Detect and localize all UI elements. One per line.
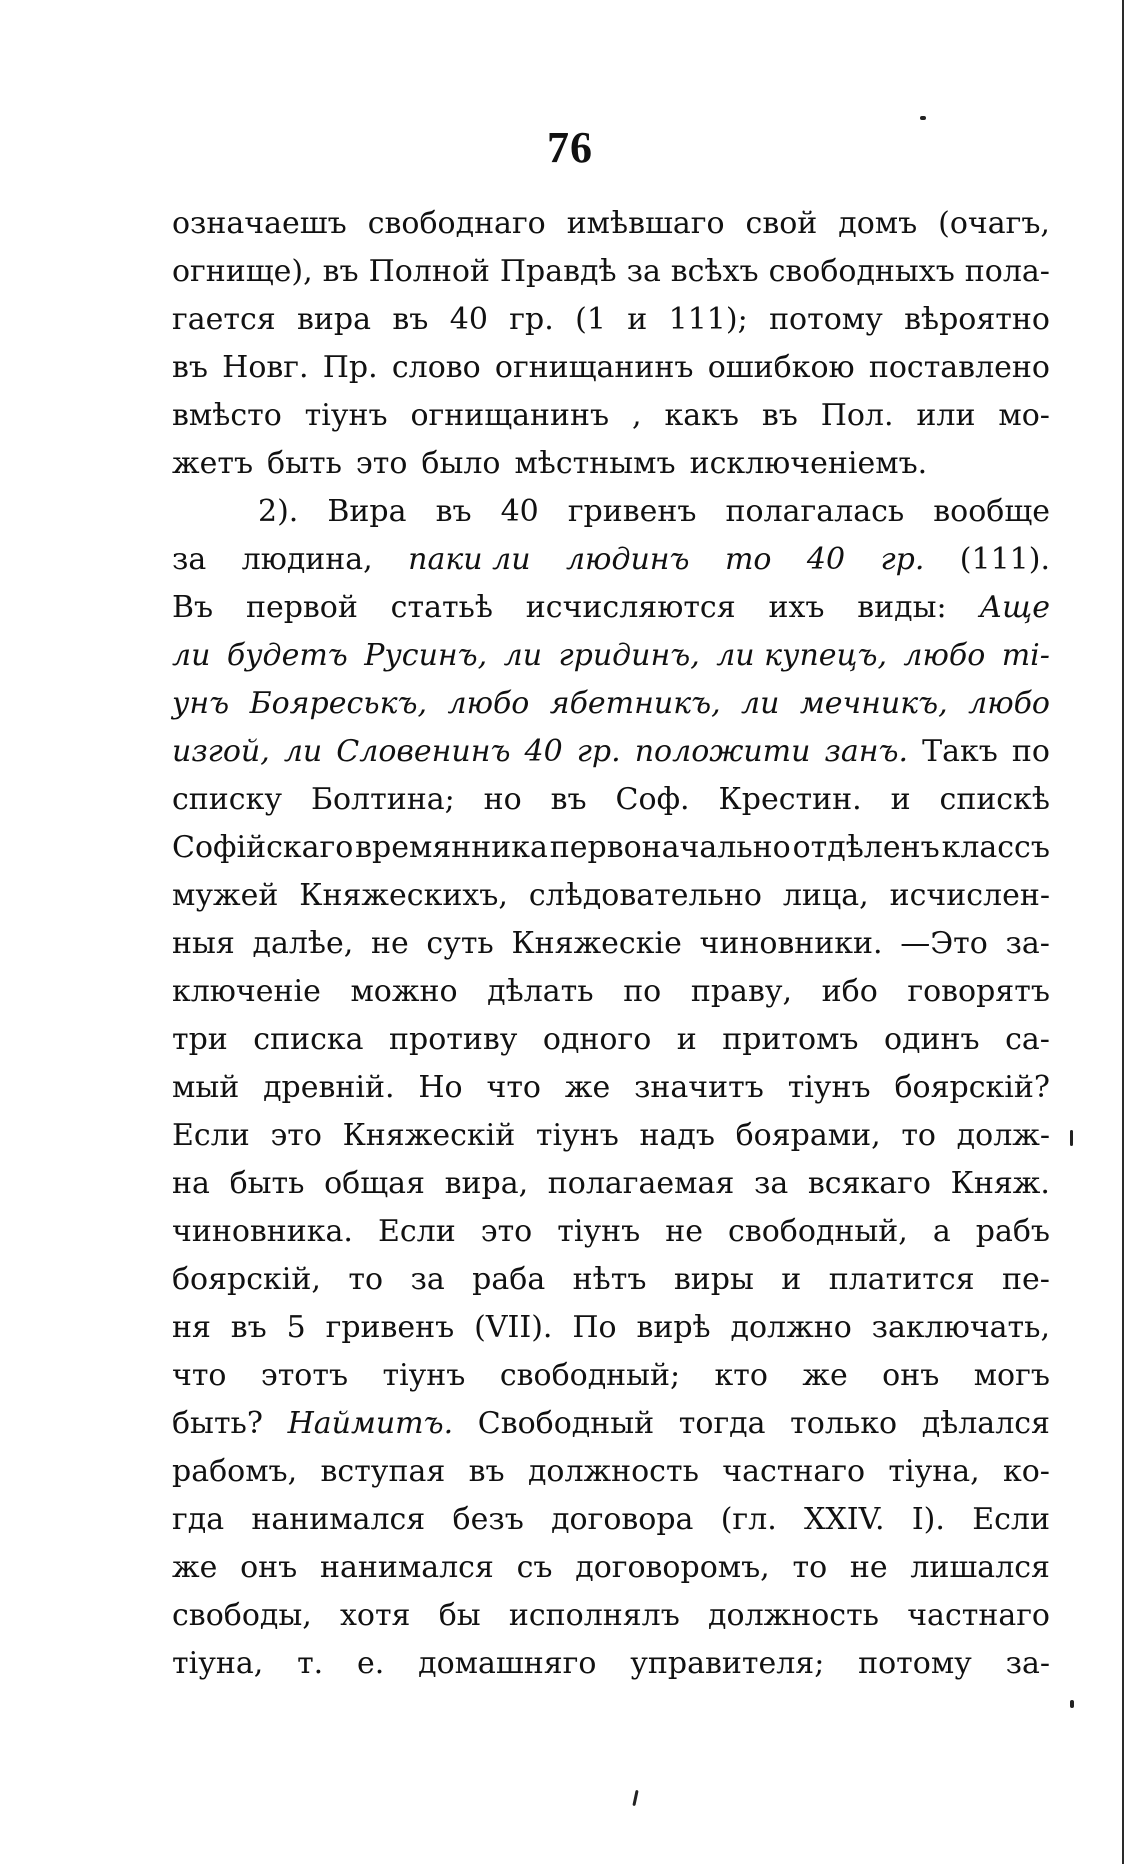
word: ошибкою [707,350,855,385]
text-line [172,200,1050,248]
word: и [781,1262,802,1297]
word: свободныхъ [768,254,955,289]
word: отдѣленъ [792,830,940,865]
ink-speck [632,1790,638,1806]
word: 40 [500,494,539,529]
text-line [172,680,1050,728]
word: Княжескихъ, [299,878,508,913]
word: и [627,302,648,337]
word: огнищанинъ [410,398,610,433]
word: По [572,1310,617,1345]
word: заключать, [871,1310,1050,1345]
word: будетъ [226,638,348,673]
word: Княж. [950,1166,1050,1201]
word: боярскій? [894,1070,1050,1105]
word: всѣхъ [670,254,759,289]
word: свободный, [728,1214,908,1249]
word: по [623,974,662,1009]
word: съ [516,1550,553,1585]
word: платится [828,1262,975,1297]
word: са- [1005,1022,1050,1057]
word: тогда [678,1406,766,1441]
word: ті- [1001,638,1050,673]
word: нѣтъ [572,1262,647,1297]
word: Если [172,1118,250,1153]
ink-speck [1070,1130,1073,1146]
word: 40 [806,542,846,577]
word: Наймитъ. [287,1406,454,1441]
word: Вира [327,494,407,529]
word: , [632,398,642,433]
word: что [172,1358,227,1393]
word: мечникъ, [799,686,948,721]
word: свободы, [172,1598,312,1633]
word: виды: [857,590,947,625]
word: ли купецъ, [716,638,888,673]
word: Софійскаго [172,830,354,865]
word: по [1011,734,1050,769]
word: за [172,542,207,577]
word: въ [322,254,359,289]
word: противу [389,1022,518,1057]
word: говорятъ [907,974,1050,1009]
word: домъ [838,206,918,241]
word: то [348,1262,384,1297]
word: только [790,1406,898,1441]
word: списка [253,1022,364,1057]
word: въ [172,350,208,385]
word: управителя; [630,1646,825,1681]
text-line [172,1160,1050,1208]
word: мо- [998,398,1050,433]
word: Словенинъ [336,734,511,769]
word: любо [447,686,530,721]
word: же [802,1358,848,1393]
text-line [172,1016,1050,1064]
text-line [172,1640,1050,1688]
word: времянника [355,830,548,865]
word: ли [283,734,323,769]
text-line [172,344,1050,392]
word: и [676,1022,697,1057]
word: быть [229,1166,305,1201]
text-line [172,488,1050,536]
word: 2). [258,494,299,529]
word: гривенъ [325,1310,455,1345]
word: поставлено [868,350,1050,385]
word: бы [438,1598,481,1633]
word: это [355,446,408,481]
word: должность [527,1454,699,1489]
word: въ [435,494,472,529]
word: Полной [368,254,490,289]
text-line [172,1544,1050,1592]
word: Если [972,1502,1050,1537]
word: тіунъ [382,1358,466,1393]
word: ня [172,1310,211,1345]
word: исполнялъ [508,1598,680,1633]
word: дѣлать [487,974,594,1009]
word: Пр. [322,350,378,385]
word: ябетникъ, [549,686,721,721]
word: вирѣ [636,1310,711,1345]
word: притомъ [722,1022,859,1057]
word: тіунъ [787,1070,871,1105]
word: это [270,1118,322,1153]
word: исключеніемъ. [689,446,928,481]
text-line [172,872,1050,920]
word: гается [172,302,276,337]
word: въ [468,1454,505,1489]
word: Новг. [222,350,309,385]
word: могъ [973,1358,1050,1393]
word: гривенъ [567,494,697,529]
word: древній. [263,1070,395,1105]
word: или [916,398,976,433]
text-line [172,920,1050,968]
text-line [172,248,1050,296]
word: но [483,782,522,817]
word: огнище), [172,254,313,289]
word: въ [761,398,798,433]
text-line [172,1400,1050,1448]
word: слѣдовательно [528,878,762,913]
word: вѣроятно [904,302,1050,337]
word: хотя [339,1598,411,1633]
word: въ [392,302,429,337]
word: —Это [900,926,988,961]
word: Свободный [477,1406,655,1441]
word: ли [503,638,543,673]
text-line [172,632,1050,680]
word: 40 [449,302,488,337]
word: за- [1005,926,1050,961]
word: гр. [880,542,925,577]
word: Въ [172,590,214,625]
word: быть? [172,1406,263,1441]
word: (гл. [720,1502,777,1537]
word: должность [708,1598,880,1633]
word: спискѣ [939,782,1050,817]
page-edge [1122,0,1124,1864]
word: частнаго [722,1454,866,1489]
word: то [724,542,772,577]
word: положити [634,734,811,769]
word: лица, [782,878,869,913]
word: гридинъ, [558,638,700,673]
word: должно [730,1310,852,1345]
word: I). [911,1502,945,1537]
page-number: 76 [547,123,593,172]
word: Княжескій [342,1118,516,1153]
word: всякаго [807,1166,931,1201]
word: свободный; [499,1358,681,1393]
word: полагалась [725,494,905,529]
word: гда [172,1502,225,1537]
word: что [486,1070,541,1105]
word: то [792,1550,828,1585]
word: классъ [941,830,1050,865]
word: мый [172,1070,240,1105]
word: какъ [664,398,739,433]
word: вира [297,302,372,337]
word: (111). [959,542,1050,577]
word: (очагъ, [938,206,1050,241]
word: рабъ [975,1214,1050,1249]
word: суть [426,926,494,961]
word: жетъ [172,446,254,481]
text-line [172,1448,1050,1496]
word: 111); [668,302,748,337]
word: ко- [1003,1454,1050,1489]
word: дѣлался [921,1406,1050,1441]
word: за [753,1166,789,1201]
text-line [172,968,1050,1016]
word: за [626,254,661,289]
word: гр. [509,302,554,337]
word: Княжескіе [511,926,682,961]
word: Бояреськъ, [249,686,428,721]
word: за [410,1262,445,1297]
word: не [370,926,409,961]
body-text [172,200,1050,1688]
word: далѣе, [252,926,354,961]
word: мѣстнымъ [514,446,676,481]
word: занъ. [824,734,909,769]
word: вступая [320,1454,446,1489]
word: исчислен- [889,878,1050,913]
word: паки ли [408,542,531,577]
word: людинъ [565,542,690,577]
word: не [665,1214,703,1249]
word: ключеніе [172,974,321,1009]
word: не [849,1550,888,1585]
word: договоромъ, [575,1550,770,1585]
word: было [421,446,501,481]
word: Соф. [615,782,690,817]
word: можно [350,974,458,1009]
word: т. [297,1646,324,1681]
text-line [172,1208,1050,1256]
word: значитъ [634,1070,764,1105]
word: ихъ [768,590,825,625]
word: вира, [444,1166,529,1201]
word: статьѣ [390,590,493,625]
word: кто [714,1358,768,1393]
word: Пол. [820,398,894,433]
text-line [172,536,1050,584]
word: потому [858,1646,972,1681]
word: лишался [910,1550,1050,1585]
word: первоначально [549,830,791,865]
word: первой [245,590,358,625]
word: пе- [1002,1262,1050,1297]
word: Русинъ, [364,638,488,673]
word: раба [472,1262,546,1297]
text-line [172,1064,1050,1112]
word: боярами, [735,1118,881,1153]
word: этотъ [260,1358,349,1393]
word: нанимался [251,1502,426,1537]
word: на [172,1166,210,1201]
word: огнищанинъ [494,350,694,385]
word: Болтина; [310,782,455,817]
word: за- [1005,1646,1050,1681]
word: свободнаго [367,206,546,241]
word: Но [418,1070,463,1105]
word: тіунъ [557,1214,641,1249]
word: вмѣсто [172,398,282,433]
word: надъ [639,1118,715,1153]
word: праву, [690,974,793,1009]
word: онъ [882,1358,940,1393]
word: же [564,1070,611,1105]
word: любо [968,686,1050,721]
word: мужей [172,878,279,913]
word: же [172,1550,218,1585]
text-line [172,1592,1050,1640]
word: означаешъ [172,206,347,241]
word: потому [769,302,883,337]
word: (VII). [474,1310,553,1345]
word: безъ [452,1502,524,1537]
word: (1 [575,302,606,337]
word: вообще [933,494,1050,529]
word: одного [542,1022,652,1057]
word: онъ [240,1550,298,1585]
word: три [172,1022,228,1057]
word: тіунъ [304,398,388,433]
word: то [901,1118,936,1153]
ink-speck [1070,1700,1074,1708]
word: общая [324,1166,425,1201]
word: ибо [821,974,878,1009]
word: частнаго [907,1598,1050,1633]
word: е. [357,1646,385,1681]
word: тіунъ [535,1118,619,1153]
word: ныя [172,926,235,961]
word: гр. [576,734,621,769]
text-line [172,776,1050,824]
text-line [172,824,1050,872]
word: это [480,1214,533,1249]
word: любо [903,638,986,673]
word: людина, [241,542,373,577]
word: чиновники. [699,926,883,961]
text-line [172,1256,1050,1304]
word: ли [741,686,780,721]
word: чиновника. [172,1214,353,1249]
word: въ [550,782,587,817]
word: 40 [524,734,563,769]
word: въ [230,1310,267,1345]
word: боярскій, [172,1262,321,1297]
text-line [172,584,1050,632]
word: унъ [172,686,230,721]
word: пола- [964,254,1050,289]
word: ли [172,638,211,673]
text-line [172,1112,1050,1160]
word: Такъ [922,734,998,769]
word: имѣвшаго [566,206,725,241]
word: исчисляются [525,590,736,625]
text-line [172,1352,1050,1400]
word: виры [673,1262,754,1297]
word: рабомъ, [172,1454,298,1489]
word: изгой, [172,734,270,769]
ink-speck [920,116,926,120]
word: быть [267,446,342,481]
word: 5 [286,1310,306,1345]
word: свой [745,206,818,241]
word: полагаемая [547,1166,735,1201]
word: Если [377,1214,456,1249]
word: тіуна, [172,1646,264,1681]
word: XXIV. [804,1502,885,1537]
word: нанимался [319,1550,494,1585]
word: а [932,1214,951,1249]
text-line [172,728,1050,776]
text-line [172,1304,1050,1352]
text-line [172,440,1050,488]
word: Крестин. [718,782,862,817]
word: Аще [979,590,1050,625]
text-line [172,392,1050,440]
word: домашняго [418,1646,597,1681]
word: договора [551,1502,694,1537]
word: слово [391,350,481,385]
word: тіуна, [888,1454,980,1489]
word: и [890,782,911,817]
text-line [172,1496,1050,1544]
text-line [172,296,1050,344]
word: списку [172,782,282,817]
word: Правдѣ [499,254,617,289]
word: долж- [956,1118,1050,1153]
word: одинъ [884,1022,980,1057]
